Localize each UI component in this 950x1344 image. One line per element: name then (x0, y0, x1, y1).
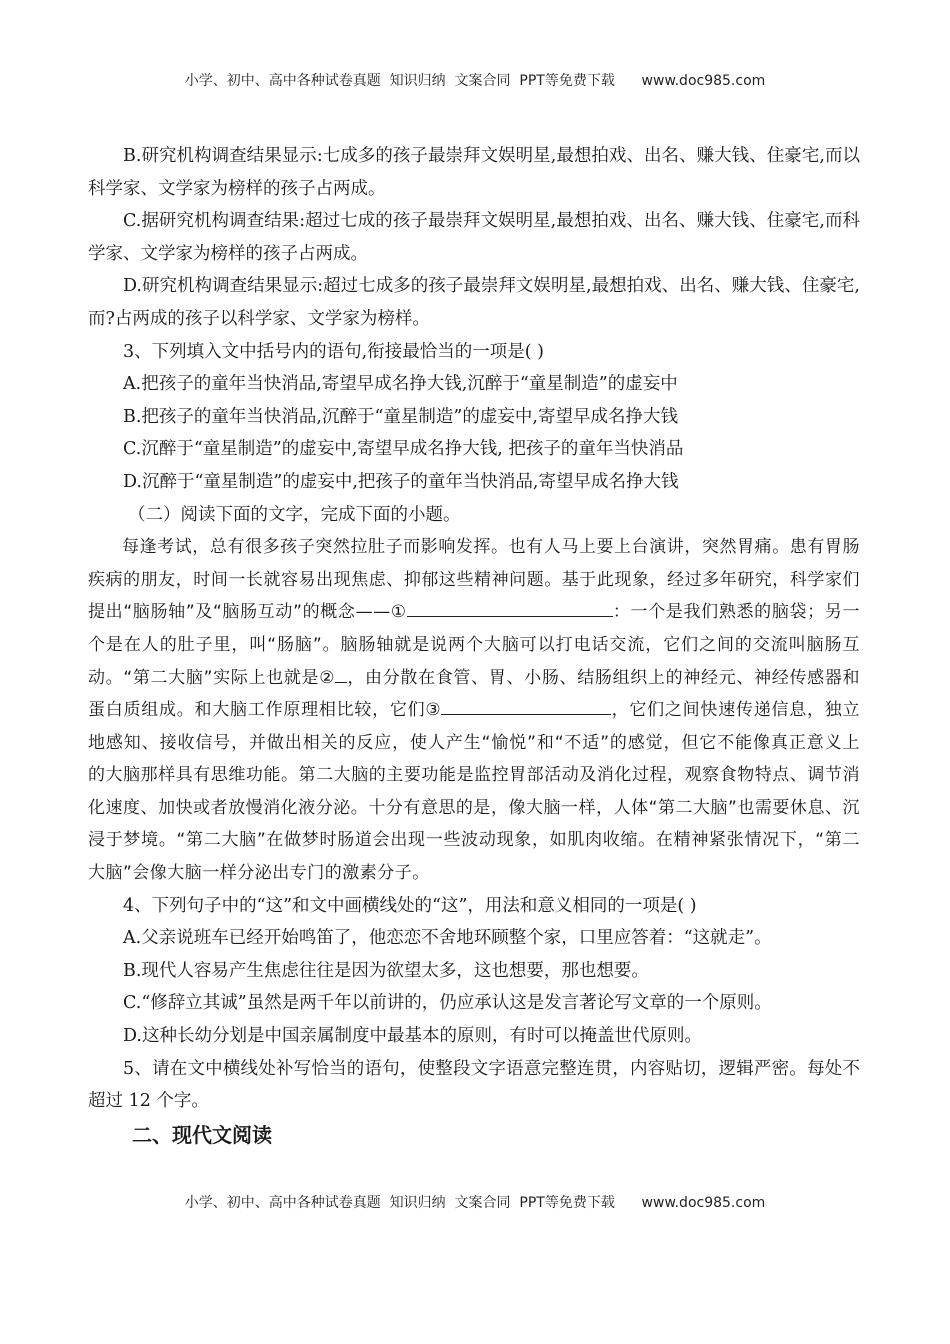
passage-segment-1: 每逢考试，总有很多孩子突然拉肚子而影响发挥。也有人马上要上台演讲，突然胃痛。患有胃肠疾病的朋友，时间一长就容易出现焦虑、抑郁这些精神问题。基于此现象，经过多年研究，科学家们提出“脑肠轴”及“脑肠互动”的概念——① (88, 537, 860, 623)
page-content (88, 140, 860, 1152)
passage-segment-2: ：一个是我们熟悉的脑袋；另一个是在人的肚子里，叫“肠脑”。脑肠轴就是说两个大脑可以打电话交流，它们之间的交流叫脑肠互动。“第二大脑”实际上也就是② (88, 602, 861, 688)
blank-3[interactable] (441, 696, 611, 715)
passage-segment-3: ，由分散在食管、胃、小肠、结肠组织上的神经元、神经传感器和蛋白质组成。和大脑工作原理相比较，它们③ (88, 667, 861, 721)
page-footer: 小学、初中、高中各种试卷真题 知识归纳 文案合同 PPT等免费下载 www.doc985.com (184, 1195, 766, 1211)
q3-option-d: D.沉醉于“童星制造”的虚妄中,把孩子的童年当快消品,寄望早成名挣大钱 (123, 471, 679, 492)
part2-heading: （二）阅读下面的文字，完成下面的小题。 (128, 504, 461, 525)
page-header: 小学、初中、高中各种试卷真题 知识归纳 文案合同 PPT等免费下载 www.doc985.com (184, 73, 766, 89)
q4-option-c: C.“修辞立其诚”虽然是两千年以前讲的，仍应承认这是发言著论写文章的一个原则。 (123, 993, 772, 1014)
q2-option-d: D.研究机构调查结果显示:超过七成多的孩子最崇拜文娱明星,最想拍戏、出名、赚大钱、住豪宅,而?占两成的孩子以科学家、文学家为榜样。 (88, 276, 860, 329)
q3-option-c: C.沉醉于“童星制造”的虚妄中,寄望早成名挣大钱, 把孩子的童年当快消品 (123, 439, 684, 460)
q2-option-c: C.据研究机构调查结果:超过七成的孩子最崇拜文娱明星,最想拍戏、出名、赚大钱、住豪宅,而科学家、文学家为榜样的孩子占两成。 (88, 211, 860, 264)
q3-option-b: B.把孩子的童年当快消品,沉醉于“童星制造”的虚妄中,寄望早成名挣大钱 (123, 406, 678, 427)
q2-option-b: B.研究机构调查结果显示:七成多的孩子最崇拜文娱明星,最想拍戏、出名、赚大钱、住豪宅,而以科学家、文学家为榜样的孩子占两成。 (88, 146, 860, 199)
q3-option-a: A.把孩子的童年当快消品,寄望早成名挣大钱,沉醉于“童星制造”的虚妄中 (123, 374, 678, 395)
reading-passage (88, 531, 860, 890)
q4-option-d: D.这种长幼分划是中国亲属制度中最基本的原则，有时可以掩盖世代原则。 (123, 1026, 702, 1047)
passage-segment-4: ，它们之间快速传递信息，独立地感知、接收信号，并做出相关的反应，使人产生“愉悦”和“不适”的感觉，但它不能像真正意义上的大脑那样具有思维功能。第二大脑的主要功能是监控胃部活动及消化过程，观察食物特点、调节消化速度、加快或者放慢消化液分泌。十分有意思的是，像大脑一样，人体“第二大脑”也需要休息、沉浸于梦境。“第二大脑”在做梦时肠道会出现一些波动现象，如肌肉收缩。在精神紧张情况下，“第二大脑”会像大脑一样分泌出专门的激素分子。 (88, 700, 860, 884)
q3-stem: 3、下列填入文中括号内的语句,衔接最恰当的一项是( ) (123, 341, 544, 362)
blank-1[interactable] (407, 598, 613, 617)
q4-option-a: A.父亲说班车已经开始鸣笛了，他恋恋不舍地环顾整个家，口里应答着：“这就走”。 (123, 928, 772, 949)
blank-2[interactable] (335, 664, 347, 683)
q4-option-b: B.现代人容易产生焦虑往往是因为欲望太多，这也想要，那也想要。 (123, 960, 649, 981)
section-2-title: 二、现代文阅读 (132, 1122, 272, 1147)
q4-stem: 4、下列句子中的“这”和文中画横线处的“这”，用法和意义相同的一项是( ) (123, 895, 697, 916)
q5-stem: 5、请在文中横线处补写恰当的语句，使整段文字语意完整连贯，内容贴切，逻辑严密。每处不超过 12 个字。 (88, 1058, 860, 1112)
